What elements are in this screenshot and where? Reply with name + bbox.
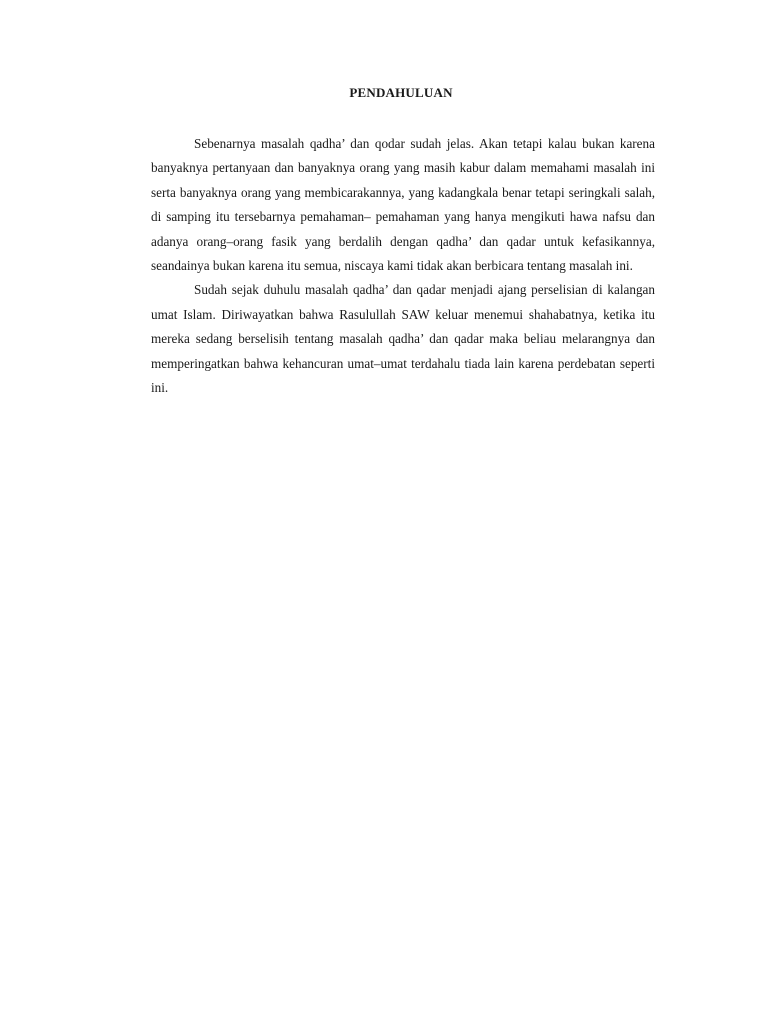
document-body [151, 132, 655, 400]
page-title: PENDAHULUAN [349, 85, 453, 100]
paragraph-2: Sudah sejak duhulu masalah qadha’ dan qadar menjadi ajang perselisian di kalangan umat Islam. Diriwayatkan bahwa Rasulullah SAW keluar menemui shahabatnya, ketika itu mereka sedang berselisih tentang masalah qadha’ dan qadar maka beliau melarangnya dan memperingatkan bahwa kehancuran umat–umat terdahalu tiada lain karena perdebatan seperti ini. [151, 282, 655, 396]
paragraph-1: Sebenarnya masalah qadha’ dan qodar sudah jelas. Akan tetapi kalau bukan karena banyaknya pertanyaan dan banyaknya orang yang masih kabur dalam memahami masalah ini serta banyaknya orang yang membicarakannya, yang kadangkala benar tetapi seringkali salah, di samping itu tersebarnya pemahaman– pemahaman yang hanya mengikuti hawa nafsu dan adanya orang–orang fasik yang berdalih dengan qadha’ dan qadar untuk kefasikannya, seandainya bukan karena itu semua, niscaya kami tidak akan berbicara tentang masalah ini. [151, 136, 655, 274]
